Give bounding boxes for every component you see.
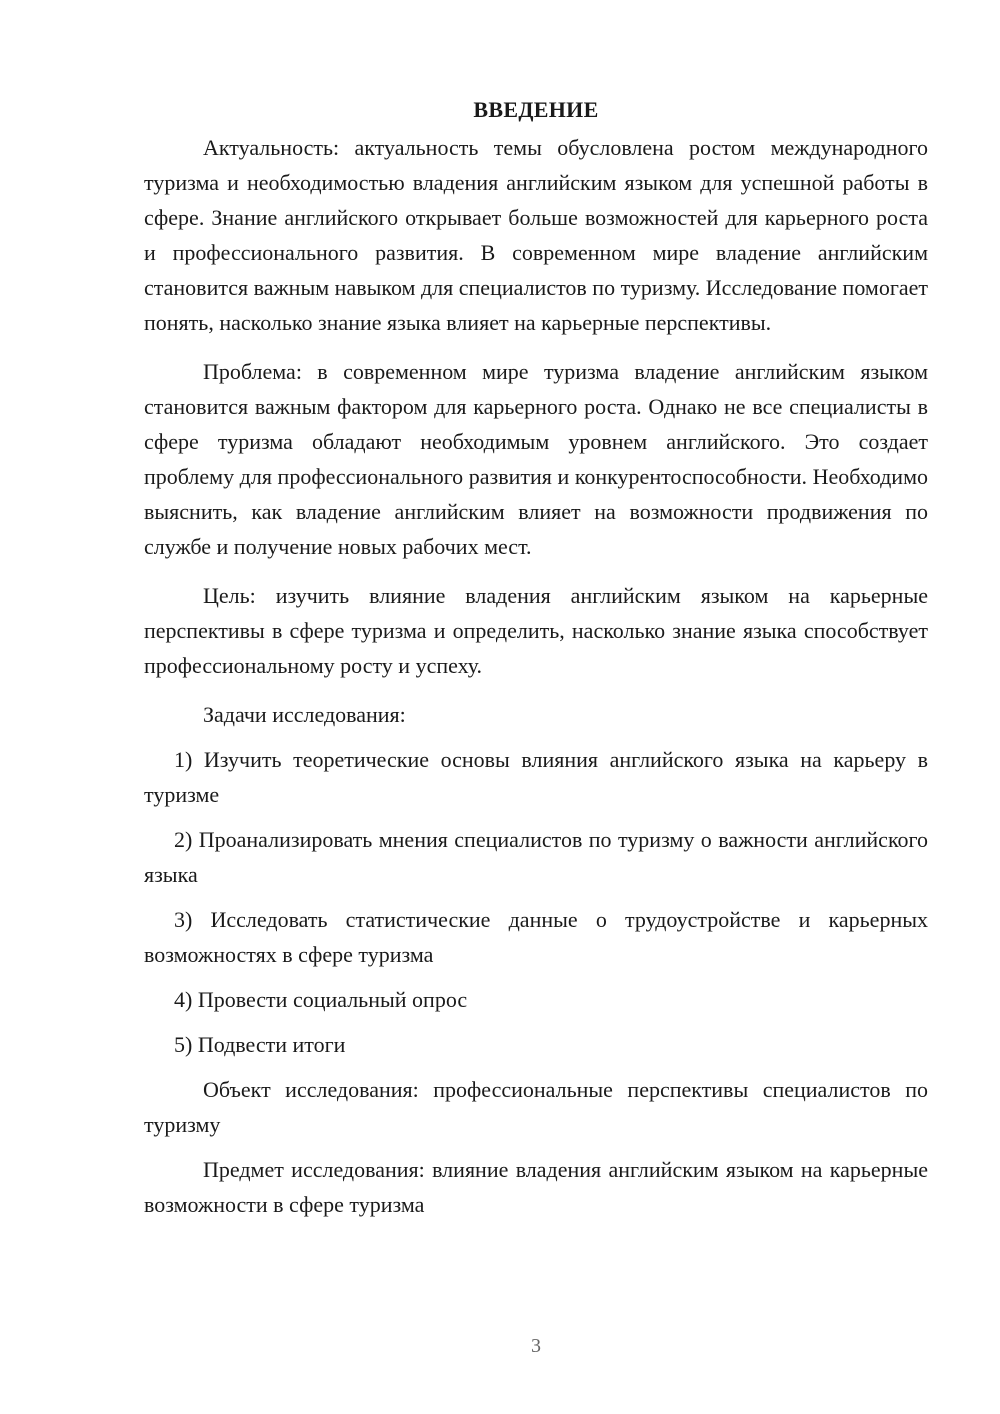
page-number: 3 (531, 1335, 541, 1357)
task-item-4: 4) Провести социальный опрос (174, 987, 468, 1012)
task-item-3: 3) Исследовать статистические данные о трудоустройстве и карьерных возможностях в сфере туризма (144, 907, 928, 967)
tasks-heading: Задачи исследования: (203, 702, 406, 727)
paragraph-subject: Предмет исследования: влияние владения английским языком на карьерные возможности в сфере туризма (144, 1157, 928, 1217)
task-item-2: 2) Проанализировать мнения специалистов по туризму о важности английского языка (144, 827, 928, 887)
paragraph-relevance: Актуальность: актуальность темы обусловлена ростом международного туризма и необходимостью владения английским языком для успешной работы в сфере. Знание английского открывает больше возможностей для карьерного роста и профессионального развития. В современном мире владение английским становится важным навыком для специалистов по туризму. Исследование помогает понять, насколько знание языка влияет на карьерные перспективы. (144, 135, 928, 335)
page-title: ВВЕДЕНИЕ (473, 97, 599, 122)
task-item-5: 5) Подвести итоги (174, 1032, 346, 1057)
paragraph-object: Объект исследования: профессиональные перспективы специалистов по туризму (144, 1077, 928, 1137)
task-item-1: 1) Изучить теоретические основы влияния английского языка на карьеру в туризме (144, 747, 928, 807)
paragraph-problem: Проблема: в современном мире туризма владение английским языком становится важным фактором для карьерного роста. Однако не все специалисты в сфере туризма обладают необходимым уровнем английского. Это создает проблему для профессионального развития и конкурентоспособности. Необходимо выяснить, как владение английским влияет на возможности продвижения по службе и получение новых рабочих мест. (144, 359, 928, 559)
paragraph-goal: Цель: изучить влияние владения английским языком на карьерные перспективы в сфере туризма и определить, насколько знание языка способствует профессиональному росту и успеху. (144, 583, 928, 678)
page-content (144, 94, 928, 1222)
